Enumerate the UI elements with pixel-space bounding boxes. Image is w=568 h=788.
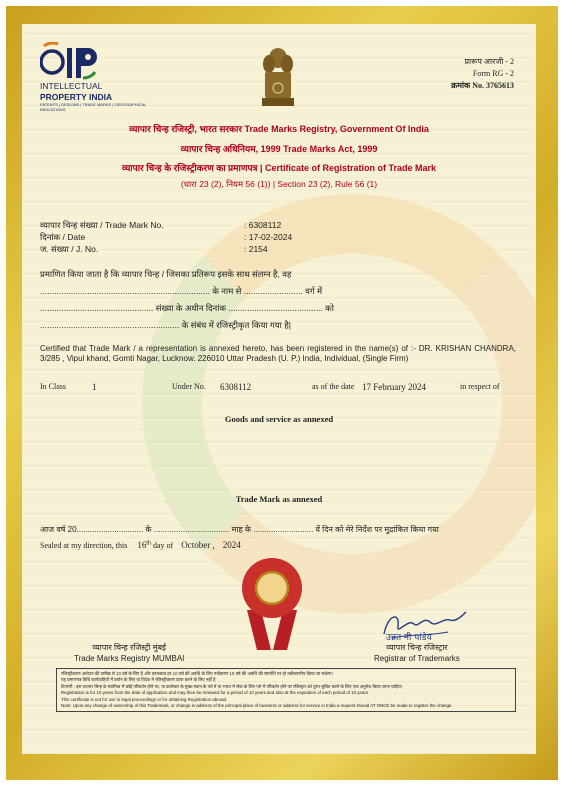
- note-english-3: Note: Upon any change of ownership of this Trademark, or change in address of the principal place of business or address for service in India a request should AT ONCE be made to register the change.: [61, 703, 453, 709]
- trade-mark-annexed: Trade Mark as annexed: [235, 494, 323, 504]
- note-hindi-2: यह प्रमाणपत्र विधि कार्यवाहियों में प्रयोग के लिए या विदेश में रजिस्ट्रीकरण प्राप्त करने के लिए नहीं है: [61, 677, 216, 683]
- note-english-1: Registration is for 10 years from the date of application and may then be renewed for a period of 10 years and also at the expiration of each period of 10 years: [61, 690, 369, 696]
- hindi-line1: प्रमाणित किया जाता है कि व्यापार चिन्ह / जिसका प्रतिरूप इसके साथ संलग्न है, वह: [40, 269, 292, 279]
- field-label-tm-no: व्यापार चिन्ह संख्या / Trade Mark No.: [40, 220, 164, 230]
- hindi-line3: ................................................ संख्या के अधीन दिनांक ........................................ को: [40, 303, 334, 313]
- registry-left-english: Trade Marks Registry MUMBAI: [74, 654, 185, 663]
- form-info: [451, 56, 514, 92]
- field-label-j-no: ज. संख्या / J. No.: [40, 244, 99, 254]
- registry-right-english: Registrar of Trademarks: [374, 654, 460, 663]
- header-section: (धारा 23 (2), नियम 56 (1)) | Section 23 (2), Rule 56 (1): [180, 179, 378, 189]
- logo-line2: PROPERTY INDIA: [40, 92, 113, 102]
- registry-right-hindi: व्यापार चिन्ह रजिस्ट्रार: [386, 643, 448, 652]
- note-english-2: This certificate is not for use in legal proceedings or for obtaining Registration abroad.: [61, 696, 228, 702]
- note-hindi-1: रजिस्ट्रीकरण आवेदन की तारीख से 10 वर्ष के लिए है और तत्पश्चात हर 10 वर्ष की अवधि के लिए नवीकरण 10 वर्ष की अवधि की समाप्ति पर हो नवीकरणीय किया जा सकेगा।: [61, 671, 334, 676]
- in-class-value: 1: [92, 382, 97, 392]
- goods-services: Goods and service as annexed: [224, 414, 334, 424]
- ip-india-logo: [40, 42, 160, 112]
- in-class-label: In Class: [40, 382, 66, 391]
- date-value: 17 February 2024: [362, 382, 426, 392]
- field-label-date: दिनांक / Date: [40, 232, 86, 242]
- certified-paragraph: Certified that Trade Mark / a representation is annexed hereto, has been registered in the name(s) of :- DR. KRISHAN CHANDRA, 3/285 , Vipul khand, Gomti Nagar, Lucknow. 226010 Uttar Pradesh (U. P.) India, Individual, (Single Firm): [40, 344, 516, 363]
- form-number: क्रमांक No. 3765613: [451, 81, 514, 90]
- ip-india-logo-icon: [40, 42, 110, 80]
- certificate-paper: [22, 24, 536, 754]
- hindi-certification: [40, 266, 516, 334]
- registry-left-hindi: व्यापार चिन्ह रजिस्ट्री मुंबई: [92, 643, 166, 652]
- registry-right: [374, 642, 460, 664]
- header-certificate-title: व्यापार चिन्ह के रजिस्ट्रीकरण का प्रमाणपत्र | Certificate of Registration of Trade Mark: [121, 163, 437, 173]
- under-no-value: 6308112: [220, 382, 252, 392]
- field-value-j-no: : 2154: [244, 244, 268, 254]
- header-act: व्यापार चिन्ह अधिनियम, 1999 Trade Marks Act, 1999: [180, 144, 378, 154]
- hindi-line4: ........................................................... के संबंध में रजिस्ट्रीकृत किया गया है|: [40, 320, 291, 330]
- national-emblem-icon: [260, 44, 296, 114]
- field-value-tm-no: : 6308112: [244, 220, 282, 230]
- watermark-logo: [142, 194, 536, 614]
- date-label: as of the date: [312, 382, 355, 391]
- official-seal-icon: [242, 558, 302, 618]
- hindi-line2: ........................................................................ के नाम से ......................... वर्ग में: [40, 286, 323, 296]
- logo-line1: INTELLECTUAL: [40, 81, 103, 91]
- in-respect-label: in respect of: [460, 382, 500, 391]
- notes-box: [56, 668, 516, 712]
- hindi-seal-line: आज वर्ष 20.............................. के .................................. माह के ........................... वें दिन को मेरे निर्देश पर मुद्रांकित किया गया: [40, 525, 439, 534]
- field-value-date: : 17-02-2024: [244, 232, 293, 242]
- under-no-label: Under No.: [172, 382, 206, 391]
- logo-tagline: PATENTS | DESIGNS | TRADE MARKS | GEOGRAPHICAL INDICATIONS: [40, 102, 147, 112]
- signature-text: उन्नत नी पांडेय: [386, 633, 432, 643]
- registry-left: [74, 642, 184, 664]
- form-hindi: प्रारूप आरजी - 2: [464, 57, 514, 66]
- form-english: Form RG - 2: [472, 69, 514, 78]
- header-registry: व्यापार चिन्ह रजिस्ट्री, भारत सरकार Trade Marks Registry, Government Of India: [129, 124, 429, 134]
- note-hindi-3: टिप्पणी : इस व्यापार चिन्ह के स्वामित्व में कोई परिवर्तन होने पर, या कारोबार के मुख्य स्थान के पते में या भारत में सेवा के लिए पते में परिवर्तन होने पर रजिस्ट्रार को तुरंत सूचित करने के लिए एक अनुरोध किया जाना चाहिए।: [61, 683, 403, 689]
- sealed-line: Sealed at my direction, this 16th day of October , 2024: [40, 540, 241, 550]
